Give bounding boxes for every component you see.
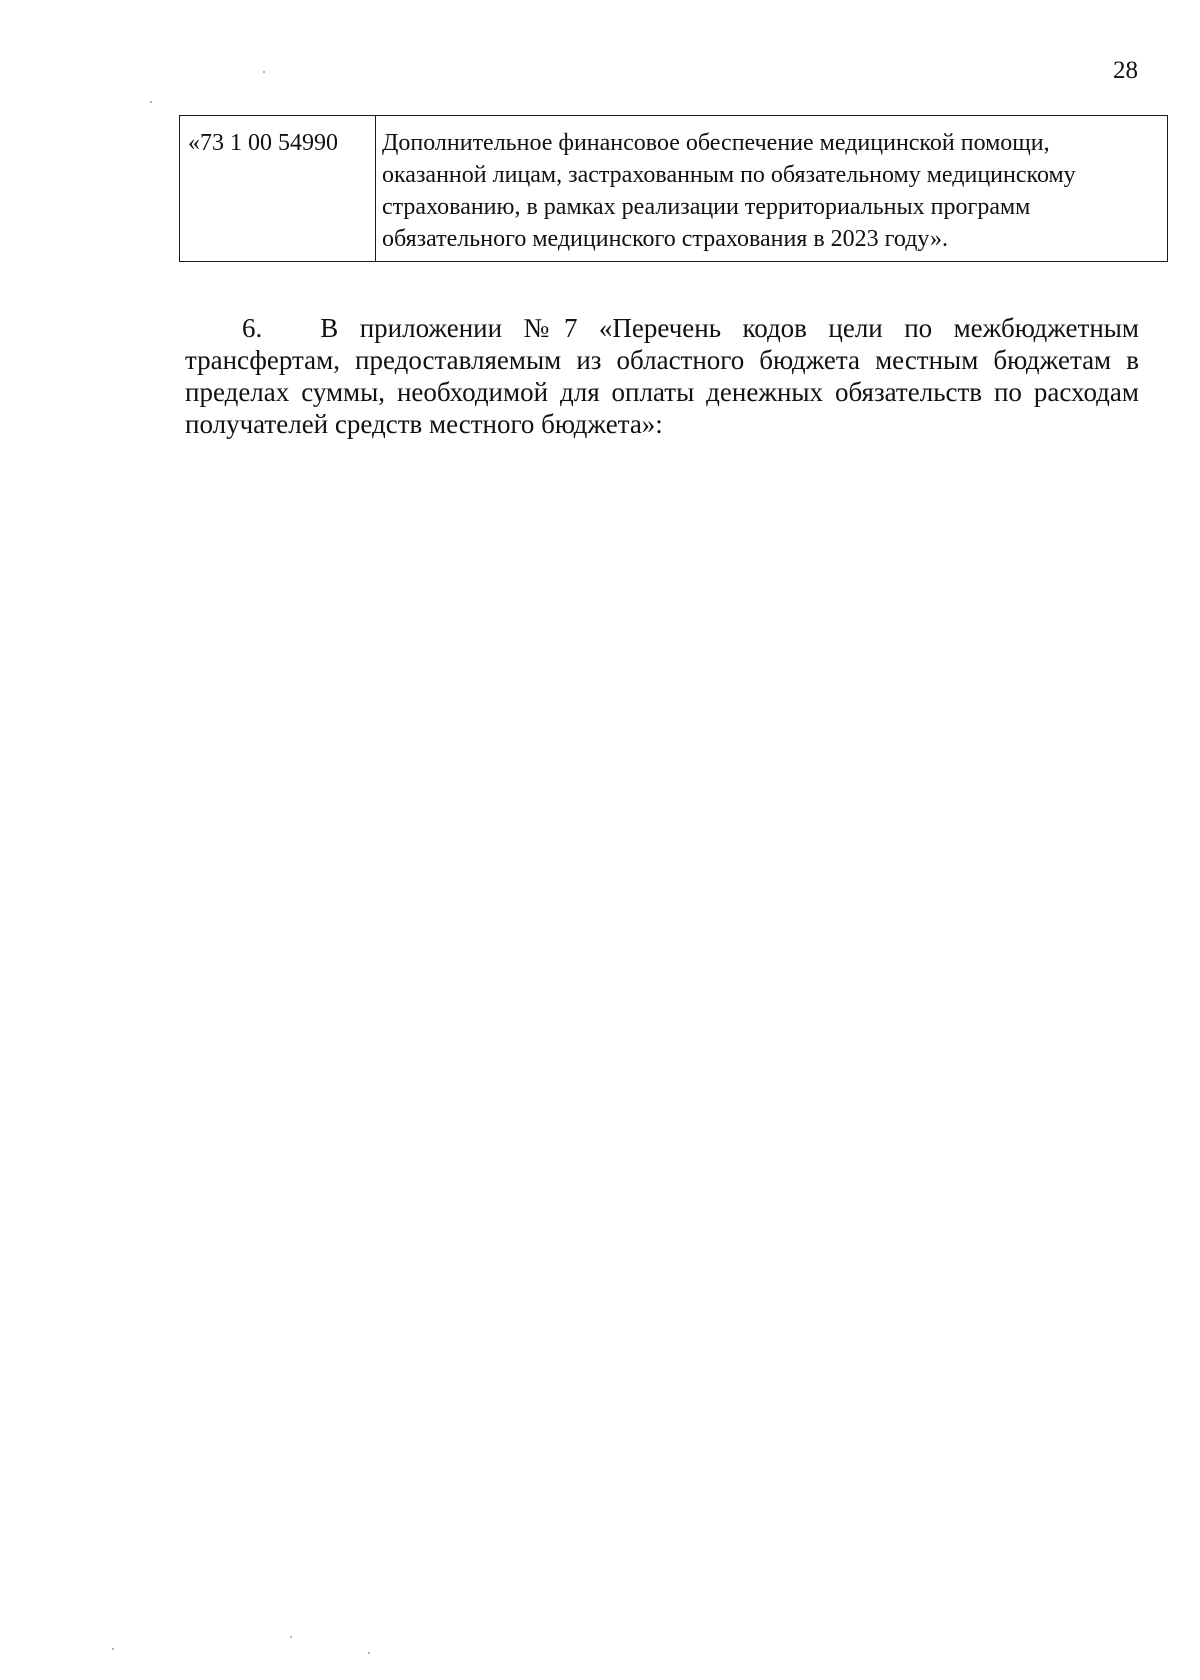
- paragraph-line: пределах суммы, необходимой для оплаты денежных обязательств по расходам: [185, 377, 1139, 407]
- description-line: оказанной лицам, застрахованным по обязательному медицинскому: [382, 162, 1076, 188]
- description-line: обязательного медицинского страхования в 2023 году».: [382, 226, 949, 252]
- description-line: страхованию, в рамках реализации территориальных программ: [382, 194, 1031, 220]
- paragraph-number: 6.: [242, 313, 263, 343]
- paragraph-line: трансфертам, предоставляемым из областного бюджета местным бюджетам в: [185, 345, 1139, 375]
- scan-speck: [150, 101, 152, 103]
- page-number: 28: [1113, 57, 1138, 84]
- paragraph-first-line: [185, 312, 1139, 344]
- scan-speck: [112, 1648, 114, 1650]
- paragraph-line: получателей средств местного бюджета»:: [185, 409, 663, 439]
- paragraph-first-line-text: В приложении №7 «Перечень кодов цели по межбюджетным: [320, 313, 1139, 343]
- target-code-cell: «73 1 00 54990: [180, 116, 376, 262]
- amendment-paragraph: [185, 312, 1139, 440]
- scan-speck: [263, 71, 265, 73]
- scan-speck: [368, 1652, 370, 1654]
- scan-speck: [290, 1636, 292, 1638]
- target-code-table: [179, 115, 1168, 262]
- table-row: [180, 116, 1168, 262]
- description-line: Дополнительное финансовое обеспечение медицинской помощи,: [382, 130, 1050, 156]
- target-description-cell: [376, 116, 1168, 262]
